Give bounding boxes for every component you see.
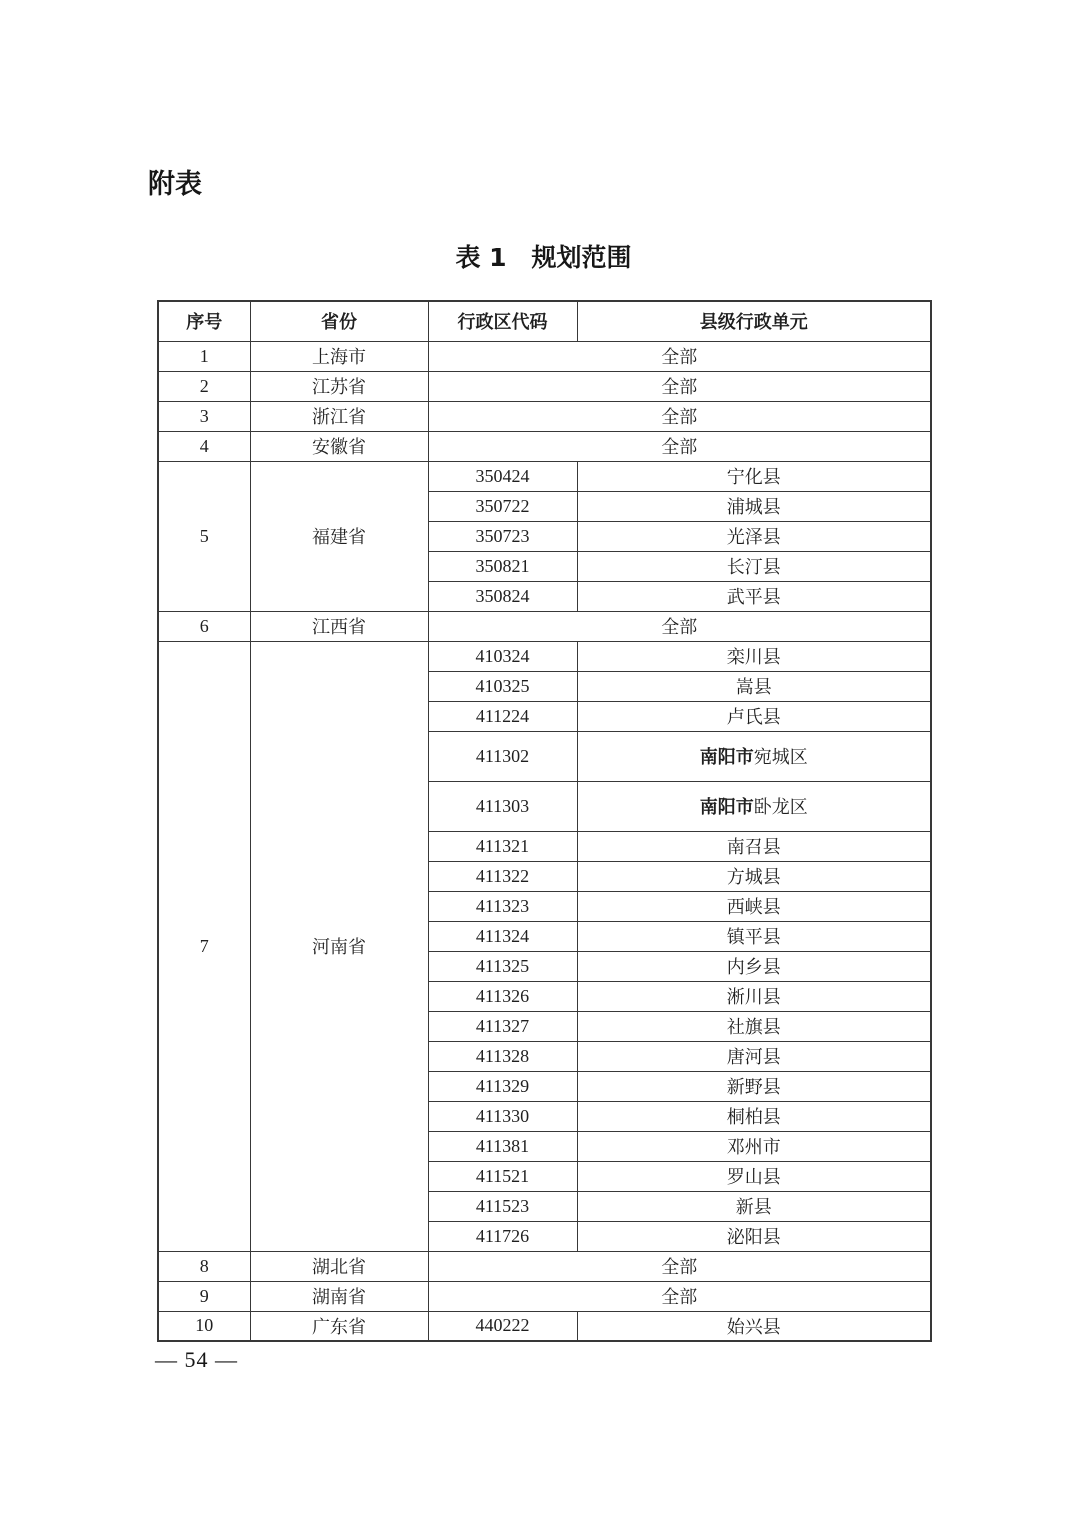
- province-cell: 河南省: [250, 641, 428, 1251]
- code-cell: 411302: [428, 731, 577, 781]
- table-header-cell-2: 行政区代码: [428, 301, 577, 341]
- code-cell: 440222: [428, 1311, 577, 1341]
- code-cell: 350824: [428, 581, 577, 611]
- row-number-cell: 7: [158, 641, 250, 1251]
- code-cell: 411521: [428, 1161, 577, 1191]
- province-cell: 江苏省: [250, 371, 428, 401]
- coverage-all-cell: 全部: [428, 341, 931, 371]
- row-number-cell: 6: [158, 611, 250, 641]
- table-row: [158, 1281, 931, 1311]
- code-cell: 350723: [428, 521, 577, 551]
- row-number-cell: 1: [158, 341, 250, 371]
- province-cell: 福建省: [250, 461, 428, 611]
- province-cell: 湖北省: [250, 1251, 428, 1281]
- unit-cell: 西峡县: [577, 891, 931, 921]
- row-number-cell: 10: [158, 1311, 250, 1341]
- code-cell: 411322: [428, 861, 577, 891]
- table-row: [158, 1251, 931, 1281]
- code-cell: 411726: [428, 1221, 577, 1251]
- code-cell: 411330: [428, 1101, 577, 1131]
- code-cell: 411381: [428, 1131, 577, 1161]
- code-cell: 411224: [428, 701, 577, 731]
- unit-cell: 嵩县: [577, 671, 931, 701]
- unit-city-prefix: 南阳市: [699, 747, 754, 768]
- unit-cell: 桐柏县: [577, 1101, 931, 1131]
- coverage-all-cell: 全部: [428, 1281, 931, 1311]
- table-row: [158, 401, 931, 431]
- unit-cell: 长汀县: [577, 551, 931, 581]
- province-cell: 安徽省: [250, 431, 428, 461]
- planning-scope-table: [157, 300, 932, 1342]
- table-row: [158, 1311, 931, 1341]
- unit-cell: 罗山县: [577, 1161, 931, 1191]
- attachment-label: 附表: [148, 169, 202, 200]
- code-cell: 411325: [428, 951, 577, 981]
- unit-cell: 南召县: [577, 831, 931, 861]
- unit-cell: 邓州市: [577, 1131, 931, 1161]
- coverage-all-cell: 全部: [428, 611, 931, 641]
- table-body: [158, 341, 931, 1341]
- unit-cell: 卢氏县: [577, 701, 931, 731]
- table-header-cell-0: 序号: [158, 301, 250, 341]
- table-row: [158, 341, 931, 371]
- row-number-cell: 3: [158, 401, 250, 431]
- unit-cell: 光泽县: [577, 521, 931, 551]
- unit-cell: 唐河县: [577, 1041, 931, 1071]
- table-row: [158, 371, 931, 401]
- row-number-cell: 8: [158, 1251, 250, 1281]
- unit-cell: 宁化县: [577, 461, 931, 491]
- unit-cell: 新野县: [577, 1071, 931, 1101]
- row-number-cell: 9: [158, 1281, 250, 1311]
- province-cell: 江西省: [250, 611, 428, 641]
- table-row: [158, 641, 931, 671]
- coverage-all-cell: 全部: [428, 401, 931, 431]
- unit-cell: 方城县: [577, 861, 931, 891]
- code-cell: 411326: [428, 981, 577, 1011]
- table-row: [158, 611, 931, 641]
- unit-cell: 始兴县: [577, 1311, 931, 1341]
- province-cell: 浙江省: [250, 401, 428, 431]
- unit-cell: 浦城县: [577, 491, 931, 521]
- code-cell: 410325: [428, 671, 577, 701]
- province-cell: 广东省: [250, 1311, 428, 1341]
- code-cell: 411324: [428, 921, 577, 951]
- unit-city-prefix: 南阳市: [699, 797, 754, 818]
- row-number-cell: 5: [158, 461, 250, 611]
- table-row: [158, 431, 931, 461]
- unit-cell: 南阳市宛城区: [577, 731, 931, 781]
- unit-cell: 泌阳县: [577, 1221, 931, 1251]
- code-cell: 411523: [428, 1191, 577, 1221]
- unit-cell: 社旗县: [577, 1011, 931, 1041]
- code-cell: 350722: [428, 491, 577, 521]
- unit-cell: 南阳市卧龙区: [577, 781, 931, 831]
- table-header-cell-1: 省份: [250, 301, 428, 341]
- code-cell: 350424: [428, 461, 577, 491]
- unit-cell: 镇平县: [577, 921, 931, 951]
- code-cell: 411328: [428, 1041, 577, 1071]
- coverage-all-cell: 全部: [428, 371, 931, 401]
- table-header-cell-3: 县级行政单元: [577, 301, 931, 341]
- row-number-cell: 4: [158, 431, 250, 461]
- row-number-cell: 2: [158, 371, 250, 401]
- unit-cell: 淅川县: [577, 981, 931, 1011]
- unit-cell: 武平县: [577, 581, 931, 611]
- unit-cell: 新县: [577, 1191, 931, 1221]
- code-cell: 350821: [428, 551, 577, 581]
- unit-cell: 栾川县: [577, 641, 931, 671]
- code-cell: 410324: [428, 641, 577, 671]
- table-row: [158, 461, 931, 491]
- coverage-all-cell: 全部: [428, 1251, 931, 1281]
- code-cell: 411303: [428, 781, 577, 831]
- coverage-all-cell: 全部: [428, 431, 931, 461]
- province-cell: 上海市: [250, 341, 428, 371]
- code-cell: 411321: [428, 831, 577, 861]
- table-title: 表 1 规划范围: [455, 243, 632, 272]
- code-cell: 411329: [428, 1071, 577, 1101]
- province-cell: 湖南省: [250, 1281, 428, 1311]
- page-number: — 54 —: [155, 1347, 238, 1372]
- table-header-row: [158, 301, 931, 341]
- code-cell: 411323: [428, 891, 577, 921]
- code-cell: 411327: [428, 1011, 577, 1041]
- unit-cell: 内乡县: [577, 951, 931, 981]
